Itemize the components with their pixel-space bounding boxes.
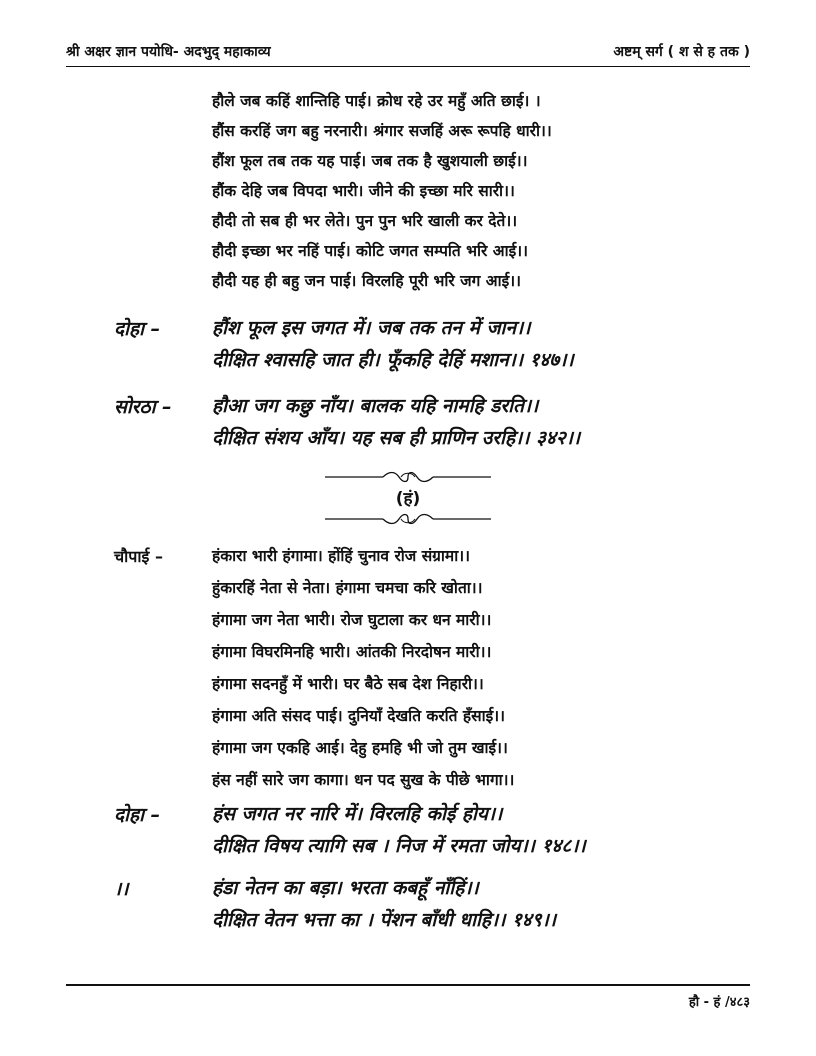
verse-line: हंगामा सदनहुँ में भारी। घर बैठे सब देश निहारी।। <box>212 675 484 693</box>
doha-verse-148 <box>212 798 586 862</box>
verse-line: दीक्षित वेतन भत्ता का । पेंशन बाँधी धाहि।। १४९।। <box>212 909 557 931</box>
chaupai-label: चौपाई – <box>114 547 163 566</box>
sortha-verse-342 <box>212 390 580 454</box>
verse-line: दीक्षित संशय आँय। यह सब ही प्राणिन उरहि।। ३४२।। <box>212 427 581 449</box>
verse-line: हौंस करहिं जग बहु नरनारी। श्रंगार सजहिं अरू रूपहि धारी।। <box>212 122 552 140</box>
ornament-divider-top <box>325 470 491 484</box>
verse-line: हंगामा जग एकहि आई। देहु हमहि भी जो तुम खाई।। <box>212 739 508 757</box>
footer-rule <box>66 984 750 986</box>
section-title: (हं) <box>395 489 421 509</box>
header-rule <box>66 66 750 67</box>
page-number: हौ - हं /४८३ <box>688 995 750 1010</box>
sortha-label: सोरठा – <box>114 396 172 418</box>
verse-line: दीक्षित श्वासहि जात ही। फूँकहि देहिं मशान।। १४७।। <box>212 349 574 371</box>
running-header-chapter: अष्टम् सर्ग ( श से ह तक ) <box>613 44 750 60</box>
verse-line: हौले जब कहिं शान्तिहि पाई। क्रोध रहे उर महुँ अति छाई। । <box>212 92 541 110</box>
verse-line: हौआ जग कछु नाँय। बालक यहि नामहि डरति।। <box>212 395 539 417</box>
running-header-title: श्री अक्षर ज्ञान पयोधि- अदभुद् महाकाव्य <box>66 44 271 60</box>
verse-line: हौंक देहि जब विपदा भारी। जीने की इच्छा मरि सारी।। <box>212 182 515 200</box>
chaupai-block-1 <box>212 86 552 296</box>
doha-continuation-mark: ।। <box>114 878 129 900</box>
verse-line: हौदी इच्छा भर नहिं पाई। कोटि जगत सम्पति भरि आई।। <box>212 242 528 260</box>
doha-label: दोहा – <box>114 318 161 340</box>
verse-line: हौदी तो सब ही भर लेते। पुन पुन भरि खाली कर देते।। <box>212 212 518 230</box>
ornament-divider-bottom <box>325 512 491 526</box>
verse-line: हंस नहीं सारे जग कागा। धन पद सुख के पीछे भागा।। <box>212 771 515 789</box>
verse-line: हौंश फूल तब तक यह पाई। जब तक है खुशयाली छाई।। <box>212 152 528 170</box>
verse-line: हुंकारहिं नेता से नेता। हंगामा चमचा करि खोता।। <box>212 579 483 597</box>
doha-verse-149 <box>212 872 556 936</box>
verse-line: हौदी यह ही बहु जन पाई। विरलहि पूरी भरि जग आई।। <box>212 272 521 290</box>
verse-line: हंगामा जग नेता भारी। रोज घुटाला कर धन मारी।। <box>212 611 492 629</box>
doha-verse-147 <box>212 312 574 376</box>
doha-label: दोहा – <box>114 804 161 826</box>
verse-line: हंगामा अति संसद पाई। दुनियाँ देखति करति हँसाई।। <box>212 707 505 725</box>
verse-line: हंस जगत नर नारि में। विरलहि कोई होय।। <box>212 803 503 825</box>
verse-line: हंडा नेतन का बड़ा। भरता कबहूँ नाँहिं।। <box>212 877 479 899</box>
verse-line: हंगामा विघरमिनहि भारी। आंतकी निरदोषन मारी।। <box>212 643 492 661</box>
chaupai-block-2 <box>212 540 514 796</box>
verse-line: दीक्षित विषय त्यागि सब । निज में रमता जोय।। १४८।। <box>212 835 586 857</box>
verse-line: हंकारा भारी हंगामा। होंहिं चुनाव रोज संग्रामा।। <box>212 547 470 565</box>
verse-line: हौंश फूल इस जगत में। जब तक तन में जान।। <box>212 317 531 339</box>
